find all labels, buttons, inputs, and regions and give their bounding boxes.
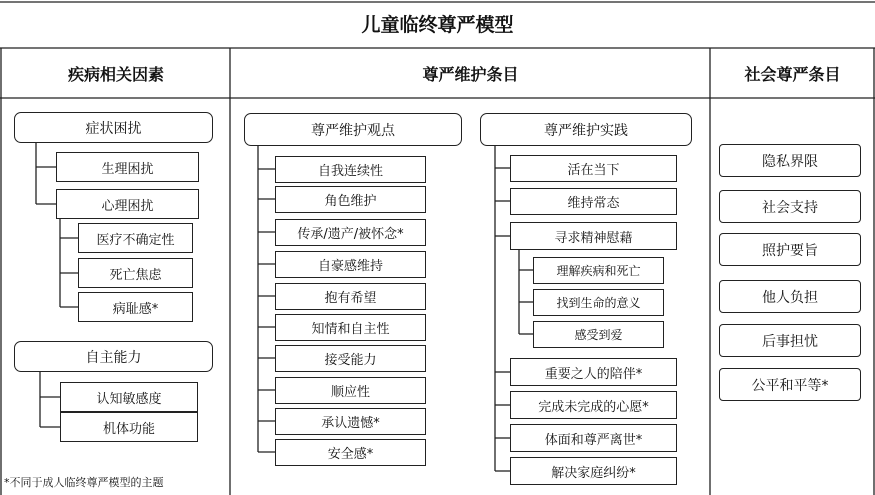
autonomy-item-function: 机体功能 (60, 412, 198, 442)
psych-item-death-anxiety: 死亡焦虑 (78, 258, 193, 288)
view-item: 接受能力 (275, 345, 426, 372)
diagram-title: 儿童临终尊严模型 (361, 13, 514, 36)
autonomy-item-cognition: 认知敏感度 (60, 382, 198, 412)
view-item: 传承/遗产/被怀念* (275, 219, 426, 246)
practice-item: 重要之人的陪伴* (510, 358, 677, 386)
view-item: 承认遗憾* (275, 408, 426, 435)
column-header-disease: 疾病相关因素 (67, 64, 164, 84)
symptom-box: 症状困扰 (14, 112, 213, 143)
psychological-box: 心理困扰 (56, 189, 199, 219)
social-item: 公平和平等* (719, 368, 861, 401)
view-item: 自我连续性 (275, 156, 426, 183)
view-item: 安全感* (275, 439, 426, 466)
social-item: 社会支持 (719, 190, 861, 223)
social-item: 照护要旨 (719, 233, 861, 266)
column-header-dignity: 尊严维护条目 (422, 64, 519, 84)
footnote: *不同于成人临终尊严模型的主题 (4, 476, 164, 489)
spirit-item: 感受到爱 (533, 321, 664, 348)
social-item: 隐私界限 (719, 144, 861, 177)
physical-box: 生理困扰 (56, 152, 199, 182)
social-item: 后事担忧 (719, 324, 861, 357)
psych-item-stigma: 病耻感* (78, 292, 193, 322)
psych-item-uncertainty: 医疗不确定性 (78, 223, 193, 253)
views-head-box: 尊严维护观点 (244, 113, 462, 146)
social-item: 他人负担 (719, 280, 861, 313)
autonomy-box: 自主能力 (14, 341, 213, 372)
view-item: 抱有希望 (275, 283, 426, 310)
spirit-item: 找到生命的意义 (533, 289, 664, 316)
column-header-social: 社会尊严条目 (744, 64, 841, 84)
practice-item: 活在当下 (510, 155, 677, 182)
view-item: 自豪感维持 (275, 251, 426, 278)
spirit-item: 理解疾病和死亡 (533, 257, 664, 284)
practice-item: 维持常态 (510, 188, 677, 215)
practice-item: 体面和尊严离世* (510, 424, 677, 452)
view-item: 顺应性 (275, 377, 426, 404)
view-item: 角色维护 (275, 186, 426, 213)
view-item: 知情和自主性 (275, 314, 426, 341)
practice-item-spiritual: 寻求精神慰藉 (510, 222, 677, 250)
practice-head-box: 尊严维护实践 (480, 113, 692, 146)
practice-item: 解决家庭纠纷* (510, 457, 677, 485)
practice-item: 完成未完成的心愿* (510, 391, 677, 419)
